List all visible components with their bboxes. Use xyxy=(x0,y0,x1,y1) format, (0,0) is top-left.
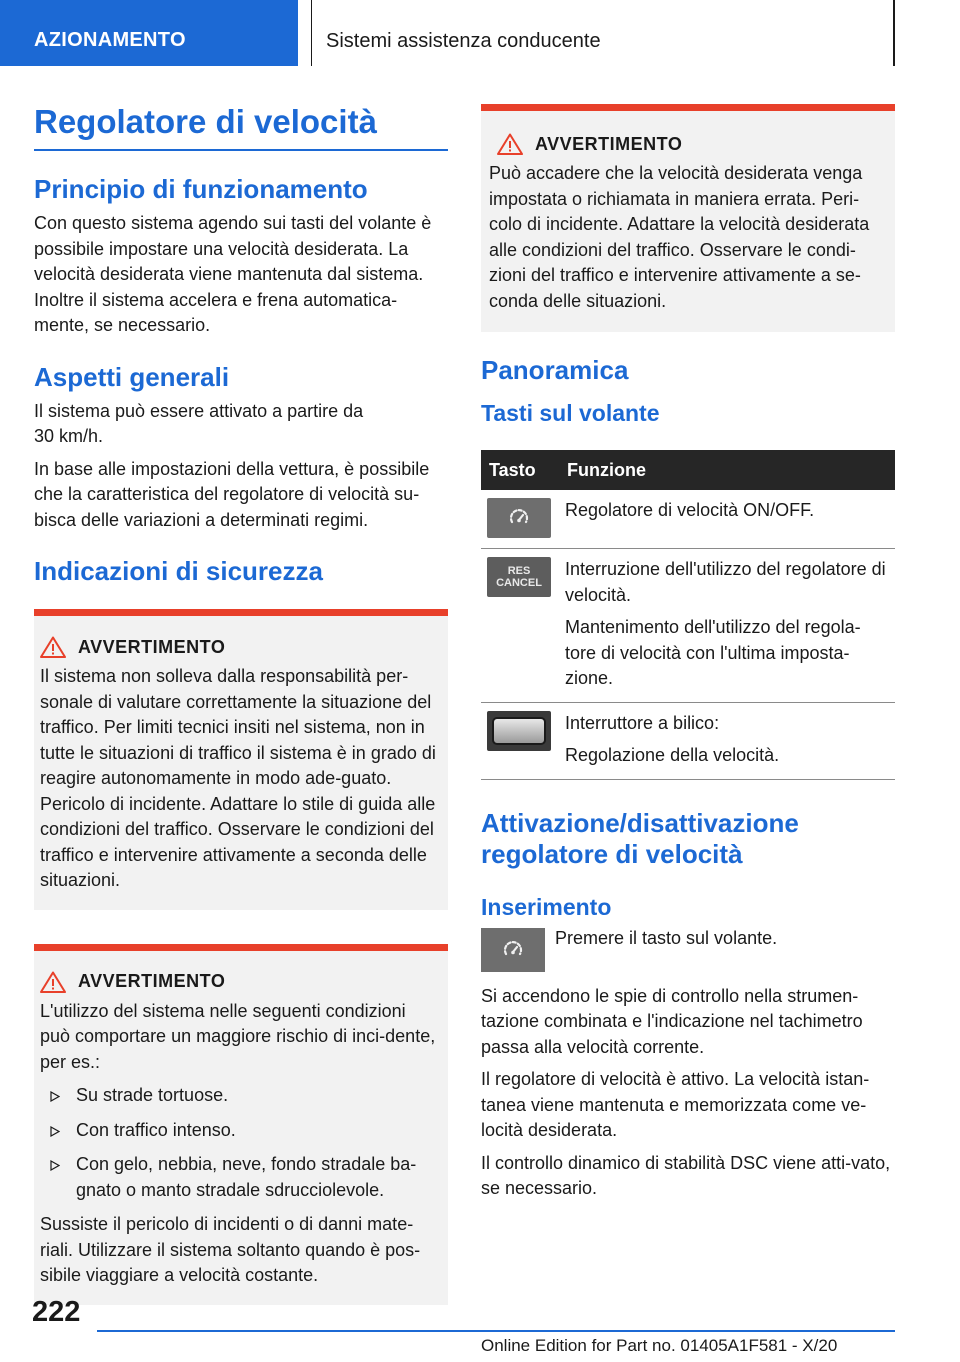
text-principio: Con questo sistema agendo sui tasti del volante è possibile impostare una velocità desiderata. La velocità desiderata viene mantenuta dal sistema. Inoltre il sistema accelera e frena automatica-mente, se necessario. xyxy=(34,213,432,335)
text-attivazione-3: Il controllo dinamico di stabilità DSC viene atti-vato, se necessario. xyxy=(481,1152,891,1198)
right-column xyxy=(481,104,895,1202)
list-item xyxy=(40,1083,440,1109)
heading-tasti: Tasti sul volante xyxy=(481,400,660,426)
warning-triangle-icon xyxy=(40,971,66,993)
warning-label-2: AVVERTIMENTO xyxy=(78,971,226,991)
heading-attivazione: Attivazione/disattivazione regolatore di velocità xyxy=(481,807,799,869)
function-text: Interruttore a bilico: xyxy=(565,712,720,733)
warning-label-3: AVVERTIMENTO xyxy=(535,133,683,154)
heading-sicurezza: Indicazioni di sicurezza xyxy=(34,556,323,586)
keys-table xyxy=(481,450,895,780)
header-section-tab xyxy=(0,0,298,66)
function-cell xyxy=(559,490,895,549)
text-attivazione-2: Il regolatore di velocità è attivo. La velocità istan-tanea viene mantenuta e memorizzata come ve-locità desiderata. xyxy=(481,1069,870,1140)
warning-label-1: AVVERTIMENTO xyxy=(78,636,226,657)
warning-box-3 xyxy=(481,104,895,332)
function-cell xyxy=(559,702,895,779)
key-cell xyxy=(481,490,559,549)
footer-divider xyxy=(97,1330,895,1332)
list-item-text: Con gelo, nebbia, neve, fondo stradale ba-gnato o manto stradale sdrucciolevole. xyxy=(76,1154,417,1200)
page-number: 222 xyxy=(32,1296,81,1328)
text-attivazione-1: Si accendono le spie di controllo nella strumen-tazione combinata e l'indicazione nel tachimetro passa alla velocità corrente. xyxy=(481,985,863,1057)
table-row xyxy=(481,490,895,549)
table-row xyxy=(481,549,895,703)
warning-box-1 xyxy=(34,609,448,910)
warning-text-3: Può accadere che la velocità desiderata venga impostata o richiamata in maniera errata. Peri-colo di incidente. Adattare la velocità desiderata alle condizioni del traffico. Osservare le condi-zioni del traffico e intervenire attivamente a se-conda delle situazioni. xyxy=(489,163,870,311)
step-row xyxy=(481,928,895,972)
heading-aspetti: Aspetti generali xyxy=(34,361,230,392)
table-header-key: Tasto xyxy=(481,450,559,490)
list-item-text: Su strade tortuose. xyxy=(76,1085,229,1105)
res-cancel-label: RES CANCEL xyxy=(496,565,542,589)
list-item xyxy=(40,1152,440,1203)
list-item xyxy=(40,1118,440,1144)
function-text: Interruzione dell'utilizzo del regolatore di velocità. xyxy=(565,559,886,605)
rocker-switch-icon xyxy=(487,711,551,751)
table-row xyxy=(481,702,895,779)
warning-box-2 xyxy=(34,944,448,1305)
warning-title-1 xyxy=(40,636,440,658)
bullet-triangle-icon xyxy=(50,1091,60,1102)
res-cancel-button-icon xyxy=(487,557,551,597)
header-chapter-tab xyxy=(311,0,895,66)
bullet-triangle-icon xyxy=(50,1160,60,1171)
warning-title-3 xyxy=(489,133,887,155)
cruise-control-icon xyxy=(487,498,551,538)
warning-triangle-icon xyxy=(497,133,523,155)
left-column xyxy=(34,100,448,1305)
function-cell xyxy=(559,549,895,703)
heading-principio: Principio di funzionamento xyxy=(34,174,368,204)
list-item-text: Con traffico intenso. xyxy=(76,1119,236,1140)
function-text: Regolatore di velocità ON/OFF. xyxy=(565,500,815,520)
function-text: Mantenimento dell'utilizzo del regola-tore di velocità con l'ultima imposta-zione. xyxy=(565,617,861,688)
warning-list-2 xyxy=(40,1083,440,1203)
warning-text-1: Il sistema non solleva dalla responsabilità per-sonale di valutare correttamente la situazione del traffico. Per limiti tecnici insiti nel sistema, non in tutte le situazioni di traffico il sistema è in grado di reagire autonomamente in modo ade-guato. Pericolo di incidente. Adattare lo stile di guida alle condizioni del traffico. Osservare le condizioni del traffico e intervenire attivamente a seconda delle situazioni. xyxy=(40,666,436,890)
warning-title-2 xyxy=(40,971,440,993)
warning-outro-2: Sussiste il pericolo di incidenti o di danni mate-riali. Utilizzare il sistema soltanto quando è pos-sibile viaggiare a velocità costante. xyxy=(40,1214,421,1285)
page-title: Regolatore di velocità xyxy=(34,100,448,151)
heading-panoramica: Panoramica xyxy=(481,355,629,385)
warning-triangle-icon xyxy=(40,636,66,658)
text-aspetti-1: Il sistema può essere attivato a partire da 30 km/h. xyxy=(34,400,364,446)
text-aspetti-2: In base alle impostazioni della vettura, è possibile che la caratteristica del regolatore di velocità su-bisca delle variazioni a determinati regimi. xyxy=(34,458,430,530)
warning-intro-2: L'utilizzo del sistema nelle seguenti condizioni può comportare un maggiore rischio di inci-dente, per es.: xyxy=(40,1000,436,1072)
function-text: Regolazione della velocità. xyxy=(565,745,780,765)
table-header-row xyxy=(481,450,895,490)
header-chapter-label: Sistemi assistenza conducente xyxy=(326,30,601,52)
step-text: Premere il tasto sul volante. xyxy=(555,927,778,948)
heading-inserimento: Inserimento xyxy=(481,893,612,920)
bullet-triangle-icon xyxy=(50,1126,60,1137)
key-cell xyxy=(481,702,559,779)
cruise-control-icon xyxy=(481,928,545,972)
key-cell xyxy=(481,549,559,703)
table-header-function: Funzione xyxy=(559,450,895,490)
footer-edition: Online Edition for Part no. 01405A1F581 - X/20 xyxy=(481,1336,838,1355)
header-section-label: AZIONAMENTO xyxy=(34,29,186,51)
